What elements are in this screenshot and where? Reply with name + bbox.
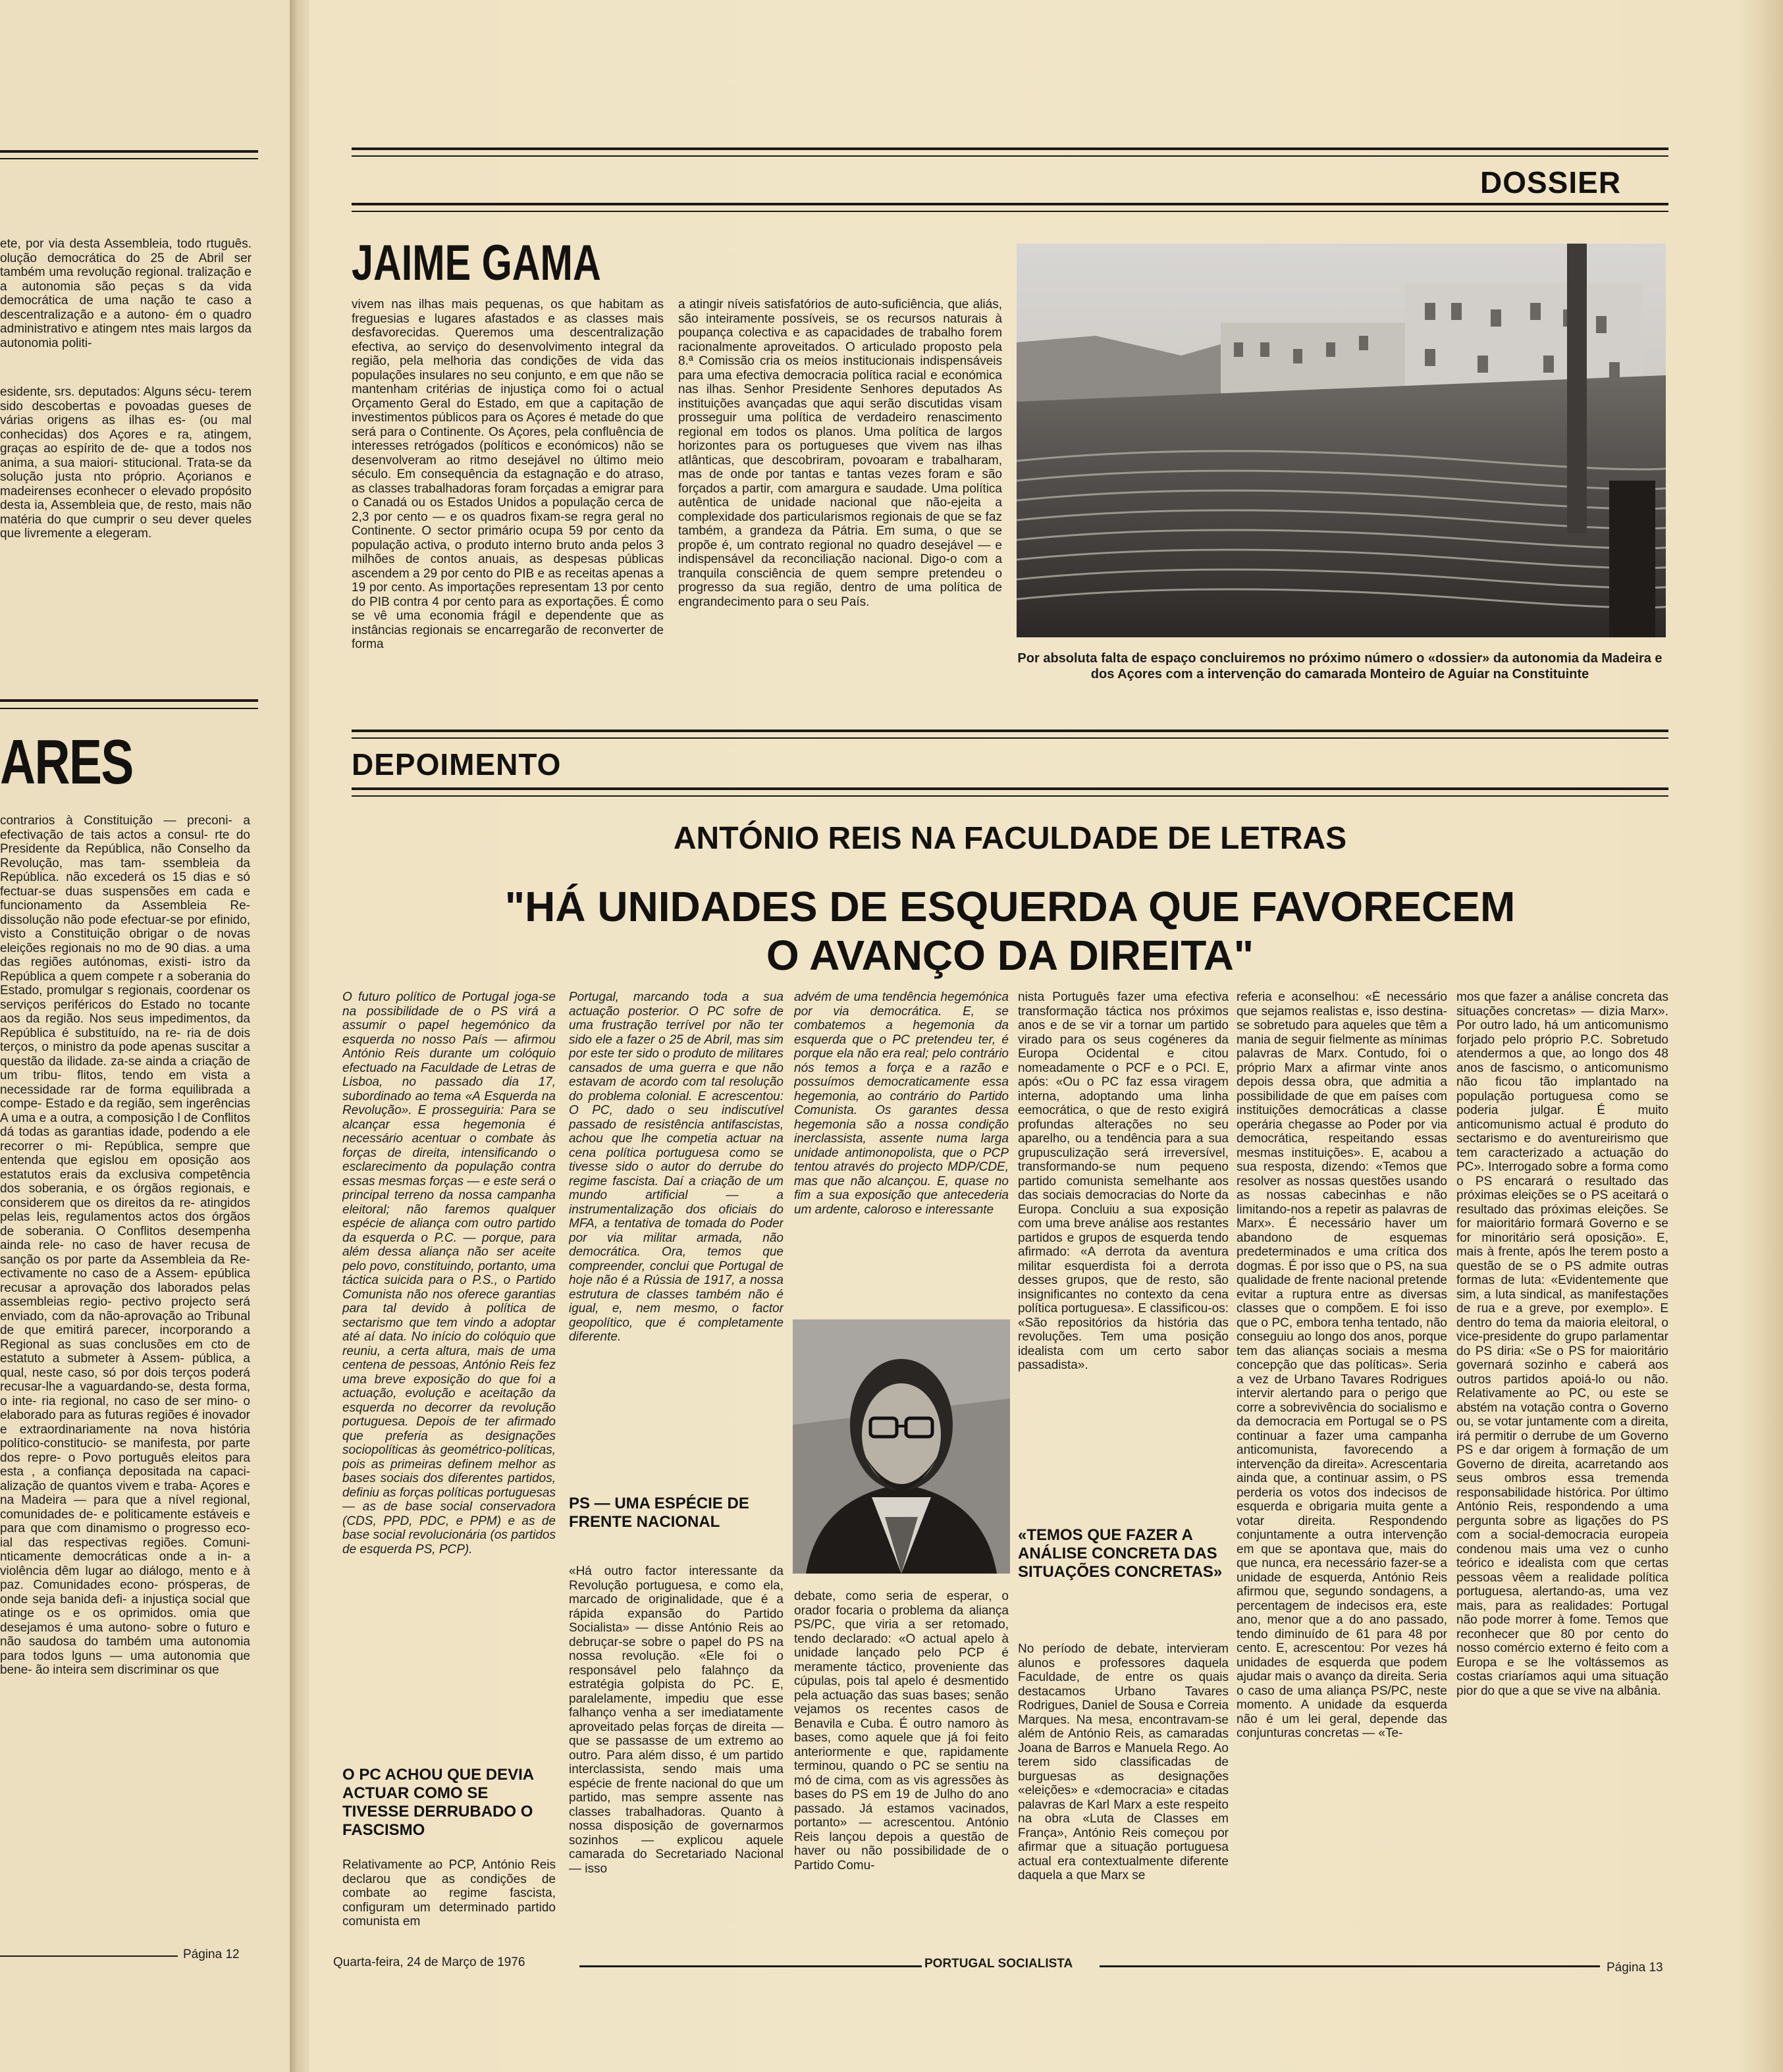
- article-col-3b: debate, como seria de esperar, o orador focaria o problema da aliança PS/PC, que viria a ser retomado, tendo declarado: «O actual apelo à unidade lançado pelo PCP é meramente táctico, proveniente das cúpulas, pois tal apelo é desmentido pela actuação das suas bases; senão vejamos os recentes casos de Benavila e Cuba. É outro namoro às bases, como aquele que já foi feito anteriormente e que, rapidamente terminou, quando o PC se sentiu na mó de cima, com as vis agressões às bases do PS em 19 de Julho do ano passado. Já estamos vacinados, portanto» — acrescentou. António Reis lançou depois a questão de haver ou não possibilidade de o Partido Comu-: [794, 1589, 1009, 1873]
- rule: [352, 787, 1668, 790]
- rule: [352, 155, 1668, 157]
- article-col-6: mos que fazer a análise concreta das situações concretas» — dizia Marx». Por outro lado, há um anticomunismo forjado pelo próprio P.C. Sobretudo atendermos a que, ao longo dos 48 anos de fascismo, o anticomunismo não ficou tão implantado na população portuguesa como se poderia julgar. É muito anticomunismo actual é produto do sectarismo e do aventureirismo que tem caracterizado a actuação do PC». Interrogado sobre a forma como o PS encarará o resultado das próximas eleições se o PS aceitará o resultado das próximas eleições. Se for maioritário formará Governo e se for minoritário será oposição». E, mais à frente, após lhe terem posto a questão de se o PS admite outras formas de luta: «Evidentemente que sim, a luta sindical, as manifestações de rua e a greve, por exemplo». E dentro do tema da maioria eleitoral, o vice-presidente do grupo parlamentar do PS diria: «Se o PS for maioritário governará sozinho e caberá aos outros partidos apoiá-lo ou não. Relativamente ao PC, ou este se abstém na votação contra o Governo ou, se votar juntamente com a direita, irá permitir o derrube de um Governo PS e dar origem à formação de um Governo de direita, acarretando aos seus ombros essa tremenda responsabilidade histórica. Por último António Reis, respondendo a uma pergunta sobre as ligações do PS com a social-democracia europeia condenou mais uma vez o cunho teórico e idealista com que certas pessoas vêem a realidade política portuguesa, alertando-as, uma vez mais, para as realidades: Portugal não pode morrer à fome. Temos que reconhecer que 80 por cento do nosso comércio externo é feito com a Europa e se lhe voltássemos as costas criaríamos aqui uma situação pior do que a que se vive na albânia.: [1456, 990, 1668, 1698]
- rule: [0, 158, 258, 159]
- article-col-2b: «Há outro factor interessante da Revolução portuguesa, e como ela, marcado de originalidade, que é a rápida expansão do Partido Socialista» — disse António Reis ao debruçar-se sobre o papel do PS na nossa revolução. «Ele foi o responsável pelo falahnço da estratégia golpista do PC. E, paralelamente, impediu que esse falhanço venha a ser imediatamente aproveitado pelas forças de direita — que se passasse de um extremo ao outro. Para além disso, é um partido interclassista, sendo mais uma espécie de frente nacional do que um partido, mas sempre assente nas classes trabalhadoras. Quanto à nossa disposição de governarmos sozinhos — explicou aquele camarada do Secretariado Nacional — isso: [569, 1564, 784, 1876]
- rule: [352, 737, 1668, 739]
- page-edge: [1737, 0, 1783, 2072]
- section-label-dossier: DOSSIER: [1480, 165, 1622, 199]
- article-col-3: advém de uma tendência hegemónica por via democrática. E, se combatemos a hegemonia da esquerda que o PC pretendeu ter, é porque ela não era real; pelo contrário nós temos a força e a razão e possuímos democraticamente essa hegemonia, ao contrário do Partido Comunista. Os garantes dessa hegemonia são a nossa condição inerclassista, assente numa larga unidade antimonopolista, que o PCP tentou através do projecto MDP/CDE, mas que não alcançou. E, quase no fim a sua exposição que antecederia um ardente, caloroso e interessante: [794, 990, 1009, 1217]
- rule: [0, 708, 258, 709]
- rule: [352, 211, 1668, 212]
- subhead-ps: PS — UMA ESPÉCIE DE FRENTE NACIONAL: [569, 1495, 749, 1531]
- left-title-fragment: ARES: [0, 727, 133, 797]
- left-page-number: Página 12: [183, 1948, 240, 1961]
- rule: [579, 1965, 922, 1967]
- footer-date: Quarta-feira, 24 de Março de 1976: [333, 1955, 525, 1969]
- headline-line-2: O AVANÇO DA DIREITA": [766, 932, 1254, 979]
- rule: [0, 699, 258, 702]
- rule: [352, 203, 1668, 205]
- article-col-2: Portugal, marcando toda a sua actuação posterior. O PC sofre de uma frustração terrível por não ter sido ele a fazer o 25 de Abril, mas sim por este ter sido o produto de militares cansados de uma guerra e que não estavam de acordo com tal resolução do problema colonial. E acrescentou: O PC, dado o seu indiscutível passado de resistência antifascistas, achou que lhe competia actuar na cena política portuguesa como se tivesse sido o autor do derrube do regime fascista. Daí a criação de um mundo artificial — a instrumentalização dos oficiais do MFA, a tentativa de tomada do Poder por via militar armada, não democrática. Ora, temos que compreender, conclui que Portugal de hoje não é a Rússia de 1917, a nossa estrutura de classes também não é igual, e, nem mesmo, o factor geopolítico, que é completamente diferente.: [569, 990, 784, 1344]
- rule: [0, 1955, 178, 1957]
- page-gutter: [290, 0, 309, 2072]
- rule: [352, 147, 1668, 150]
- article-col-4b: No período de debate, intervieram alunos e professores daquela Faculdade, de entre os quais destacamos Urbano Tavares Rodrigues, Daniel de Sousa e Correia Marques. Na mesa, encontravam-se além de António Reis, as camaradas Joana de Barros e Manuela Rego. Ao terem sido classificadas de burguesas as designações «eleições» e «democracia» e citadas palavras de Karl Marx a este respeito na obra «Luta de Classes em França», António Reis começou por afirmar que a situação portuguesa actual era contextualmente diferente daquela a que Marx se: [1018, 1642, 1229, 1882]
- portrait-photo: [793, 1319, 1010, 1574]
- article-col-4: nista Português fazer uma efectiva transformação táctica nos próximos anos e de se vir a tornar um partido virado para os seus cogéneres da Europa Ocidental e citou nomeadamente o PCF e o PCI. E, após: «Ou o PC faz essa viragem interna, adoptando uma linha eemocrática, o que de resto exigirá profundas alterações no seu aparelho, ou a tendência para a sua grupusculização será irreversível, transformando-se num pequeno partido comunista semelhante aos das sociais democracias do Norte da Europa. Concluiu a sua exposição com uma breve análise aos restantes partidos e grupos de esquerda tendo afirmado: «A derrota da aventura militar esquerdista foi a derrota desses grupos, que de resto, são insignificantes no contexto da cena política portuguesa». E classificou-os: «São repositórios da história das revoluções. Tem uma posição idealista com um certo sabor passadista».: [1018, 990, 1229, 1372]
- rule: [0, 150, 258, 153]
- article-col-1: O futuro político de Portugal joga-se na possibilidade de o PS virá a assumir o papel hegemónico da esquerda no nosso País — afirmou António Reis durante um colóquio efectuado na Faculdade de Letras de Lisboa, no passado dia 17, subordinado ao tema «A Esquerda na Revolução». E prosseguiria: Para se alcançar essa hegemonia é necessário acentuar o combate às forças de direita, intensificando o esclarecimento da população contra essas mesmas forças — e este será o principal terreno da nossa campanha eleitoral; não faremos qualquer espécie de aliança com outro partido da esquerda o P.C. — porque, para além dessa aliança não ser aceite pelo povo, constituindo, portanto, uma táctica suicida para o P.S., o Partido Comunista não nos oferece garantias para tal devido à política de sectarismo que tem vindo a adoptar até aí data. No início do colóquio que reuniu, a certa altura, mais de uma centena de pessoas, António Reis fez uma breve exposição do que foi a actuação, evolução e aceitação da esquerda no decorrer da revolução portuguesa. Depois de ter afirmado que preferia as designações sociopolíticas às geométrico-políticas, pois as primeiras definem melhor as bases sociais dos diferentes partidos, definiu as forças políticas portuguesas — as de base social conservadora (CDS, PPD, PDC, e PPM) e as de base social revolucionária (os partidos de esquerda PS, PCP).: [342, 990, 556, 1556]
- article-kicker: ANTÓNIO REIS NA FACULDADE DE LETRAS: [673, 821, 1347, 856]
- rule: [352, 795, 1668, 797]
- left-col-b: esidente, srs. deputados: Alguns sécu- terem sido descobertas e povoadas gueses de várias origens as ilhas es- (ou mal conhecidas) dos Açores e ra, atingem, graças ao espírito de de- que a todos nos anima, a sua maiori- stitucional. Trata-se da solução justa nto próprio. Açorianos e madeirenses econhecer o elevado propósito desta ia, Assembleia que, de resto, mais não matéria do que cumprir o seu dever queles que livremente a elegeram.: [0, 385, 252, 541]
- footer-newspaper: PORTUGAL SOCIALISTA: [924, 1957, 1073, 1971]
- footer-page-number: Página 13: [1607, 1961, 1663, 1975]
- article-col-5: referia e aconselhou: «É necessário que sejamos realistas e, isso destina-se sobretudo para aqueles que têm a mania de seguir fielmente as mínimas palavras de Marx. Contudo, foi o próprio Marx a afirmar vinte anos depois dessa obra, que admitia a possibilidade de que em países com instituições democráticas a classe operária chegasse ao Poder por via democrática, respeitando essas mesmas instituições». E, acabou a sua resposta, dizendo: «Temos que resolver as nossas questões usando as nossas cabecinhas e não limitando-nos a repetir as palavras de Marx». É necessário haver um abandono de esquemas predeterminados e uma crítica dos dogmas. É por isso que o PS, na sua qualidade de frente nacional pretende evitar a ruptura entre as diversas classes que o compõem. E foi isso que o PC, embora tenha tentado, não conseguiu ao longo dos anos, porque tem das alianças sociais a mesma concepção que das políticas». Seria a vez de Urbano Tavares Rodrigues intervir alertando para o perigo que corre a sobrevivência do socialismo e da democracia em Portugal se o PS continuar a fazer uma campanha anticomunista, favorecendo a intervenção da direita». Acrescentaria ainda que, a continuar assim, o PS perderia os votos dos indecisos de esquerda e obrigaria muita gente a votar direita. Respondendo conjuntamente a outra intervenção em que se apontava que, mais do que nunca, era necessário fazer-se a unidade de esquerda, António Reis afirmou que, segundo sondagens, a percentagem de indecisos era, este ano, menor que a do ano passado, tendo diminuído de 61 para 48 por cento. E, acrescentou: Por vezes há unidades de esquerda que podem ajudar mais o avanço da direita. Seria o caso de uma aliança PS/PC, neste momento. A unidade da esquerda não é um lei geral, depende das conjunturas concretas — «Te-: [1237, 990, 1447, 1740]
- dossier-title: JAIME GAMA: [352, 235, 601, 291]
- article-col-1b: Relativamente ao PCP, António Reis declarou que as condições de combate ao regime fascista, configuram um determinado partido comunista em: [342, 1858, 556, 1928]
- left-col-c: contrarios à Constituição — preconi- a efectivação de tais actos a consul- rte do Presidente da República, não Conselho da Revolução, mas tam- ssembleia da República. não excederá os 15 dias e só fectuar-se duas suspensões em cada e funcionamento da Assembleia Re- dissolução não pode efectuar-se por efinido, visto a Constituição obrigar o de novas eleições regionais no mo de 90 dias. a uma das regiões autónomas, existi- istro da República a quem compete r a soberania do Estado, promulgar s regionais, coordenar os serviços periféricos do Estado no tocante aos da região. Nos seus impedimentos, da República é substituído, na re- ria de dois terços, o ministro da pode apenas suscitar a questão da ilidade. za-se ainda a criação de um tribu- flitos, tendo em vista a necessidade rar de forma equilibrada a compe- Estado e da região, sem ingerências A uma e a outra, a composição l de Conflitos dá todas as garantias idade, podendo a ele recorrer o mi- República, sempre que entenda que egislou em oposição aos estatutos erais da exclusiva competência dos soberania, e os órgãos regionais, e considerem que os direitos da re- atingidos pelas leis, regulamentos actos dos órgãos de soberania. O Conflitos desempenha ainda rele- no caso de haver recusa de sanção os por parte da Assembleia da Re- ectivamente no caso de a Assem- epública recusar a aprovação dos laborados pelas assembleias regio- pectivo projecto será enviado, com da não-aprovação ao Tribunal de que emitirá parecer, incorporando a Regional as suas conclusões em cto de estatuto a submeter à Assem- pública, a qual, neste caso, só por dois terços poderá recusar-lhe a vaguardando-se, desta forma, o inte- ria regional, no caso de ser mino- o elaborado para as futuras regiões é inovador e extraordinariamente na nova história político-constitucio- se manifesta, por parte dos repre- o Povo português eleitos para esta , a confiança depositada na capaci- alização de quantos vivem e traba- Açores e na Madeira — para que a nível regional, comunidades de- e politicamente estáveis e para que com dinamismo o progresso eco- ial das respectivas regiões. Comuni- nticamente democráticas onde a in- a violência dêm lugar ao diálogo, mento e à paz. Comunidades econo- prósperas, de onde seja banida defi- a injustiça social que atinge os e os oprimidos. omia que desejamos é uma autono- sobre o futuro e não saudosa do também uma autonomia para todos lguns — uma autonomia que bene- ão inteira sem discriminar os que: [0, 814, 250, 1677]
- section-label-depoimento: DEPOIMENTO: [352, 747, 562, 782]
- left-col-a: ete, por via desta Assembleia, todo rtuguês. olução democrática do 25 de Abril ser também uma revolução regional. tralização e a autonomia são peças s da vida democrática de uma nação te caso a descentralização e a autono- ém o quadro administrativo e atingem ntes mais largos da autonomia politi-: [0, 237, 252, 350]
- rule: [1100, 1965, 1600, 1967]
- photo-caption: Por absoluta falta de espaço concluiremos no próximo número o «dossier» da autonomia da Madeira e dos Açores com a intervenção do camarada Monteiro de Aguiar na Constituinte: [1017, 651, 1663, 681]
- dossier-col-1: vivem nas ilhas mais pequenas, os que habitam as freguesias e lugares afastados e as classes mais desfavorecidas. Queremos uma descentralização efectiva, ao serviço do desenvolvimento integral da região, pela melhoria das condições de vida das populações insulares no seu conjunto, e em que não se mantenham critérias de injustiça como foi o actual Orçamento Geral do Estado, em que a capitação de investimentos públicos para os Açores é metade do que será para o Continente. Os Açores, pela confluência de interesses retrógados (políticos e económicos) não se desenvolveram ao ritmo desejável no último meio século. Em consequência da estagnação e do atraso, as classes trabalhadoras foram forçadas a emigrar para o Canadá ou os Estados Unidos a população cerca de 2,3 por cento — e os quadros fixam-se regra geral no Continente. O sector primário ocupa 59 por cento da população activa, o produto interno bruto anda pelos 3 milhões de contos anuais, as despesas públicas ascendem a 29 por cento do PIB e as receitas apenas a 19 por cento. As importações representam 13 por cento do PIB contra 4 por cento para as exportações. É como se vê uma economia frágil e dependente que as instâncias regionais se encarregarão de reconverter de forma: [352, 298, 664, 651]
- dossier-col-2: a atingir níveis satisfatórios de auto-suficiência, que aliás, são inteiramente possíveis, se os recursos naturais à poupança colectiva e as capacidades de trabalho forem racionalmente aproveitados. O articulado proposto pela 8.ª Comissão cria os meios institucionais indispensáveis para uma efectiva democracia política racial e económica nas ilhas. Senhor Presidente Senhores deputados As instituições avançadas que aqui serão discutidas visam prosseguir uma política de verdadeiro renascimento regional em todos os planos. Uma política de largos horizontes para os portugueses que vivem nas ilhas atlânticas, que descobriram, povoaram e trabalharam, mas de onde por tantas e tantas vezes foram e são forçados a partir, com amargura e saudade. Uma política autêntica de unidade nacional que não-ejeita a complexidade dos particularismos regionais de que se faz também, a grandeza da Pátria. Em suma, o que se propõe é, um contrato regional no quadro desejável — e indispensável da reconciliação nacional. Digo-o com a tranquila consciência de quem sempre pretendeu o progresso da sua região, dentro de uma política de engrandecimento para o seu País.: [678, 298, 1002, 609]
- subhead-pc: O PC ACHOU QUE DEVIA ACTUAR COMO SE TIVESSE DERRUBADO O FASCISMO: [342, 1766, 534, 1839]
- rule: [352, 730, 1668, 732]
- landscape-photo: [1017, 244, 1666, 637]
- subhead-analise: «TEMOS QUE FAZER A ANÁLISE CONCRETA DAS SITUAÇÕES CONCRETAS»: [1018, 1526, 1223, 1581]
- headline-line-1: "HÁ UNIDADES DE ESQUERDA QUE FAVORECEM: [504, 883, 1516, 930]
